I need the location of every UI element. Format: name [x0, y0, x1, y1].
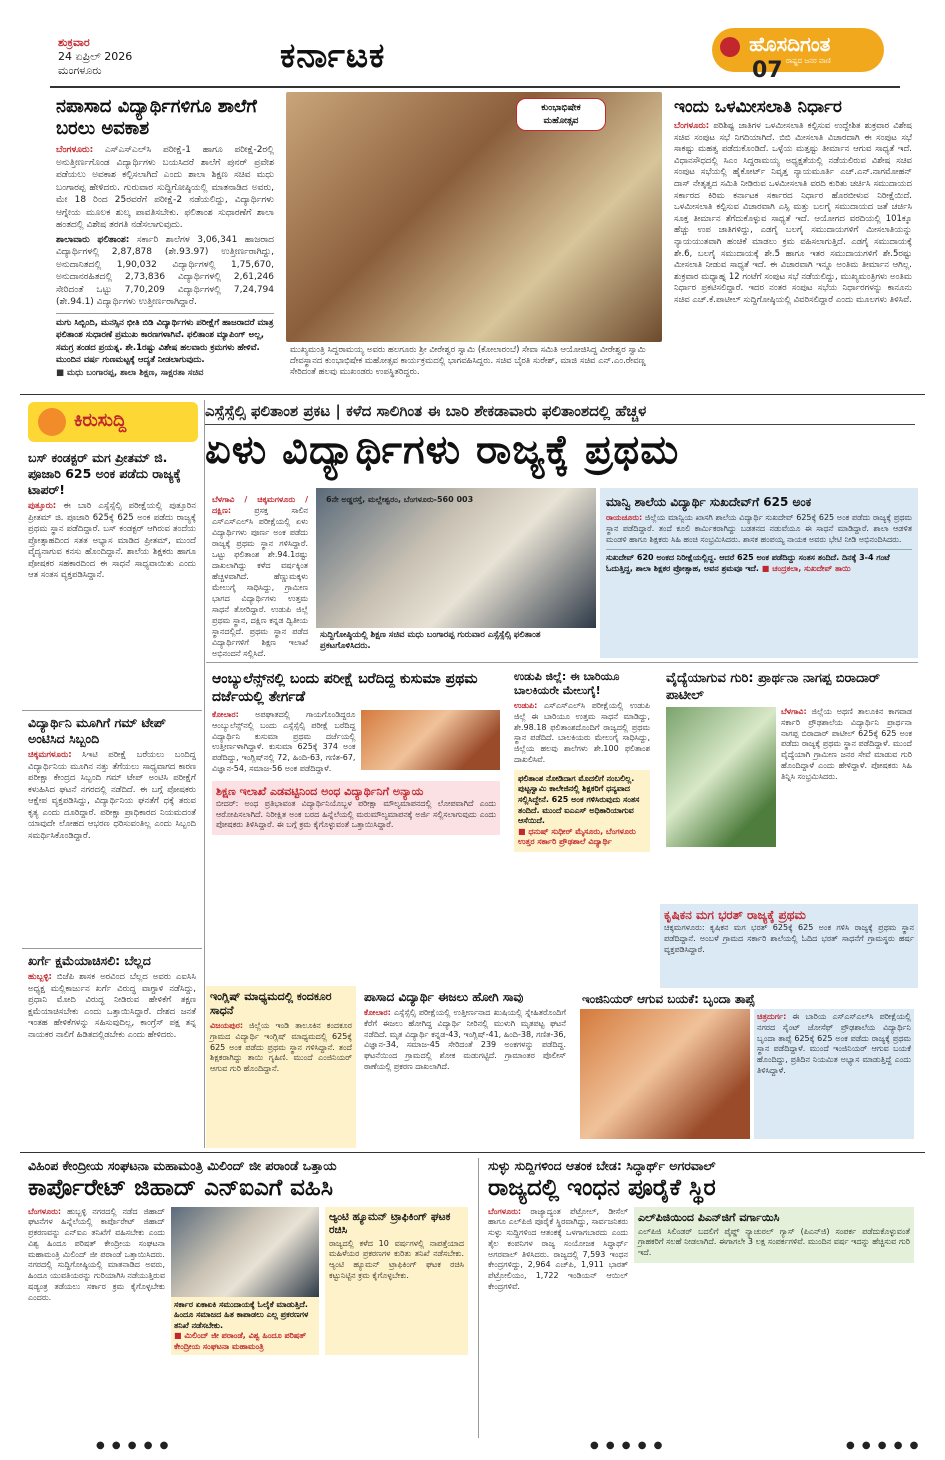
- story-body: [674, 121, 912, 307]
- story-headline: ರಾಜ್ಯದಲ್ಲಿ ಇಂಧನ ಪೂರೈಕೆ ಸ್ಥಿರ: [488, 1174, 716, 1201]
- story-content: [488, 1207, 914, 1293]
- marigold-logo-icon: [720, 37, 740, 57]
- press-photo-col: [171, 1207, 319, 1356]
- story-body-text: ಈ ಬಾರಿ ಎಸ್ಸೆಸ್ಸೆಲ್ಸಿ ಪರೀಕ್ಷೆಯಲ್ಲಿ ಪುತ್ತೂರಿನ ಪ್ರೀತಮ್ ಜಿ. ಪೂಜಾರಿ 625ಕ್ಕೆ 625 ಅಂಕ ಪಡೆದು ರಾಜ್ಯಕ್ಕೆ ಪ್ರಥಮ ಸ್ಥಾನ ಪಡೆದಿದ್ದಾರೆ. ಬಸ್ ಕಂಡಕ್ಟರ್ ಆಗಿರುವ ತಂದೆಯ ಪ್ರೋತ್ಸಾಹದಿಂದ ಸತತ ಅಭ್ಯಾಸ ಮಾಡಿದ ಪ್ರೀತಮ್, ಮುಂದೆ ವೈದ್ಯನಾಗುವ ಕನಸು ಹೊಂದಿದ್ದಾನೆ. ಶಾಲೆಯ ಶಿಕ್ಷಕರು ಹಾಗೂ ಪೋಷಕರ ಸಹಕಾರದಿಂದ ಈ ಸಾಧನೆ ಸಾಧ್ಯವಾಯಿತು ಎಂದು ಆತ ಸಂತಸ ವ್ಯಕ್ತಪಡಿಸಿದ್ದಾನೆ.: [28, 501, 197, 580]
- story-bharat: [660, 904, 918, 988]
- quote-author: ■ ಧನುಷ್ ಸುಧೀರ್ ಮೈಸೂರು, ಬೆಂಗಳೂರು ಉತ್ತರ ಸರ್ಕಾರಿ ಪ್ರೌಢಶಾಲೆ ವಿದ್ಯಾರ್ಥಿ: [518, 826, 636, 847]
- vhp-press-photo: [171, 1207, 319, 1297]
- story-headline: ಇಂಜಿನಿಯರ್ ಆಗುವ ಬಯಕೆ: ಬೃಂದಾ ತಾಪ್ಸೆ: [582, 992, 755, 1006]
- quote-author: ■ ಮಧು ಬಂಗಾರಪ್ಪ, ಶಾಲಾ ಶಿಕ್ಷಣ, ಸಾಕ್ಷರತಾ ಸಚಿವ: [56, 367, 204, 378]
- quote-author-text: ಚಂದ್ರಕಲಾ, ಸುಖದೇವ್ ತಾಯಿ: [772, 564, 851, 574]
- story-byline: ಬೆಳಗಾವಿ:: [781, 707, 807, 716]
- story-sslc-lead: [206, 490, 314, 658]
- story-body: [210, 1021, 352, 1075]
- story-headline: ವೈದ್ಯೆಯಾಗುವ ಗುರಿ: ಪ್ರಾರ್ಥನಾ ನಾಗಪ್ಪ ಬಿರಾದಾರ್ ಪಾಟೀಲ್: [666, 671, 881, 703]
- brand-tagline: ರಾಷ್ಟ್ರದ ಜನರ ವಾಣಿ: [786, 56, 831, 65]
- story-body-text: ಅಪಘಾತದಲ್ಲಿ ಗಾಯಗೊಂಡಿದ್ದರೂ ಆಂಬ್ಯುಲೆನ್ಸ್‌ನಲ್ಲಿ ಬಂದು ಎಸ್ಸೆಸ್ಸೆಲ್ಸಿ ಪರೀಕ್ಷೆ ಬರೆದಿದ್ದ ವಿದ್ಯಾರ್ಥಿನಿ ಕುಸುಮಾ ಪ್ರಥಮ ದರ್ಜೆಯಲ್ಲಿ ಉತ್ತೀರ್ಣಳಾಗಿದ್ದಾಳೆ. ಕುಸುಮಾ 625ಕ್ಕೆ 374 ಅಂಕ ಪಡೆದಿದ್ದು, ಇಂಗ್ಲಿಷ್‌ನಲ್ಲಿ 72, ಹಿಂದಿ-63, ಗಣಿತ-67, ವಿಜ್ಞಾನ-54, ಸಮಾಜ-56 ಅಂಕ ಪಡೆದಿದ್ದಾಳೆ.: [212, 710, 356, 773]
- story-body: [488, 1207, 628, 1293]
- story-body: [364, 1008, 566, 1073]
- kirusuddi-label: [28, 402, 198, 442]
- story-body: [754, 1009, 914, 1139]
- quote-text: ಫಲಿತಾಂಶ ನೋಡಿದಾಗ ಮೊದಲಿಗೆ ನಂಬಲಿಲ್ಲ. ಪುಟ್ಟಸ್ವಾಮಿ ಕಾಲೇಜಿನಲ್ಲಿ ಶಿಕ್ಷಕರಿಗೆ ಧನ್ಯವಾದ ಸಲ್ಲಿಸಿದ್ದೇನೆ. 625 ಅಂಕ ಗಳಿಸಿರುವುದು ಸಂತಸ ತಂದಿದೆ. ಮುಂದೆ ಐಎಎಸ್ ಅಧಿಕಾರಿಯಾಗುವ ಆಸೆಯಿದೆ.: [518, 773, 640, 826]
- story-byline: ಬೆಂಗಳೂರು:: [28, 1206, 62, 1216]
- story-body-text: ಹುಬ್ಬಳ್ಳಿ ನಗರದಲ್ಲಿ ನಡೆದ ಜಿಹಾದ್ ಘಟನೆಗಳ ಹಿನ್ನೆಲೆಯಲ್ಲಿ ಕಾರ್ಪೊರೇಟ್ ಜಿಹಾದ್ ಪ್ರಕರಣವನ್ನು ಎನ್‌ಐಎ ತನಿಖೆಗೆ ವಹಿಸಬೇಕು ಎಂದು ವಿಶ್ವ ಹಿಂದೂ ಪರಿಷತ್ ಕೇಂದ್ರೀಯ ಸಂಘಟನಾ ಮಹಾಮಂತ್ರಿ ಮಿಲಿಂದ್ ಜೀ ಪರಾಂಡೆ ಒತ್ತಾಯಿಸಿದರು. ನಗರದಲ್ಲಿ ಸುದ್ದಿಗೋಷ್ಠಿಯಲ್ಲಿ ಮಾತನಾಡಿದ ಅವರು, ಹಿಂದೂ ಯುವತಿಯರನ್ನು ಗುರಿಯಾಗಿಸಿ ನಡೆಯುತ್ತಿರುವ ಷಡ್ಯಂತ್ರ ತಡೆಯಲು ಸರ್ಕಾರ ಕ್ರಮ ಕೈಗೊಳ್ಳಬೇಕು ಎಂದರು.: [28, 1206, 165, 1302]
- story-byline: ವಿಜಯಪುರ:: [210, 1021, 244, 1030]
- sub-headline: ಶಿಕ್ಷಣ ಇಲಾಖೆ ಎಡವಟ್ಟಿನಿಂದ ಅಂಧ ವಿದ್ಯಾರ್ಥಿನಿಗೆ ಅನ್ಯಾಯ: [216, 784, 424, 798]
- brinda-photo: [580, 1009, 750, 1139]
- story-byline: ಪುತ್ತೂರು:: [28, 501, 57, 511]
- story-body-text: ಸಿಇಟಿ ಪರೀಕ್ಷೆ ಬರೆಯಲು ಬಂದಿದ್ದ ವಿದ್ಯಾರ್ಥಿನಿಯ ಮೂಗಿನ ನತ್ತು ತೆಗೆಯಲು ಸಾಧ್ಯವಾಗದ ಕಾರಣ ಪರೀಕ್ಷಾ ಕೇಂದ್ರದ ಸಿಬ್ಬಂದಿ ಗಮ್ ಟೇಪ್ ಅಂಟಿಸಿ ಪರೀಕ್ಷೆಗೆ ಕಳುಹಿಸಿದ ಘಟನೆ ನಗರದಲ್ಲಿ ನಡೆದಿದೆ. ಈ ಬಗ್ಗೆ ಪೋಷಕರು ಆಕ್ಷೇಪ ವ್ಯಕ್ತಪಡಿಸಿದ್ದು, ವಿದ್ಯಾರ್ಥಿನಿಯ ಘನತೆಗೆ ಧಕ್ಕೆ ತರುವ ಕೃತ್ಯ ಎಂದು ದೂರಿದ್ದಾರೆ. ಪರೀಕ್ಷಾ ಪ್ರಾಧಿಕಾರದ ನಿಯಮದಂತೆ ಯಾವುದೇ ಲೋಹದ ಆಭರಣ ಧರಿಸುವಂತಿಲ್ಲ ಎಂದು ಸಿಬ್ಬಂದಿ ಸಮರ್ಥಿಸಿಕೊಂಡಿದ್ದಾರೆ.: [28, 750, 196, 841]
- quote-text: ಮಗು ಸಿಬ್ಬಿಂದಿ, ಮನಸ್ಸಿನ ಭೀತಿ ಬಿಡಿ ವಿದ್ಯಾರ್ಥಿಗಳು ಪರೀಕ್ಷೆಗೆ ಹಾಜರಾದರೆ ಮಾತ್ರ ಫಲಿತಾಂಶ ಸುಧಾರಣೆ ಪ್ರಮುಖ ಕಾರಣಗಳಾಗಿವೆ. ಫಲಿತಾಂಶ ಮ್ಯಾಪಿಂಗ್ ಅಲ್ಲ, ಸಮಗ್ರ ತಂಡದ ಪ್ರಯತ್ನ. ಶೇ.1ರಷ್ಟು ವಿಶೇಷ ಹಲವಾರು ಕ್ರಮಗಳು ಹೇಳಿವೆ. ಮುಂದಿನ ವರ್ಷ ಗುಣಮಟ್ಟಕ್ಕೆ ಆದ್ಯತೆ ನೀಡಲಾಗುವುದು.: [56, 317, 274, 365]
- sslc-press-photo: [316, 488, 596, 628]
- story-headline: ಬಸ್ ಕಂಡಕ್ಟರ್ ಮಗ ಪ್ರೀತಮ್ ಜಿ. ಪೂಜಾರಿ 625 ಅಂಕ ಪಡೆದು ರಾಜ್ಯಕ್ಕೆ ಟಾಪರ್!: [28, 450, 181, 497]
- story-byline: ಉಡುಪಿ:: [514, 701, 538, 710]
- section-divider: [20, 394, 925, 395]
- photo-tag: ಕುಂಭಾಭಿಷೇಕ ಮಹೋತ್ಸವ: [516, 98, 606, 131]
- story-content: [576, 1009, 918, 1139]
- story-body-text: ಪರಿಶಿಷ್ಟ ಜಾತಿಗಳ ಒಳಮೀಸಲಾತಿ ಕಲ್ಪಿಸುವ ಉದ್ದೇಶಿತ ಶುಕ್ರವಾರ ವಿಶೇಷ ಸಚಿವ ಸಂಪುಟ ಸಭೆ ನಿಗದಿಯಾಗಿದೆ. ಬಿಬಿ ಮೀಸಲಾತಿ ವಿಚಾರದಾಗಿ ಈ ಸಂಪುಟ ಸಭೆ ಸಾಕಷ್ಟು ಮಹತ್ವ ಪಡೆದುಕೊಂಡಿದೆ. ಒಳ್ಳೆಯ ಮತ್ತಷ್ಟು ತೀರ್ಮಾನ ಆಗುವ ಸಾಧ್ಯತೆ ಇದೆ. ವಿಧಾನಸೌಧದಲ್ಲಿ ಸಿಎಂ ಸಿದ್ದರಾಮಯ್ಯ ಅಧ್ಯಕ್ಷತೆಯಲ್ಲಿ ನಡೆಯಲಿರುವ ವಿಶೇಷ ಸಚಿವ ಸಂಪುಟ ಸಭೆಯಲ್ಲಿ ಹೈಕೋರ್ಟ್ ನಿವೃತ್ತ ನ್ಯಾಯಮೂರ್ತಿ ಎಚ್.ಎನ್.ನಾಗಮೋಹನ್ ದಾಸ್ ನೇತೃತ್ವದ ಸಮಿತಿ ನೀಡಿರುವ ಒಳಮೀಸಲಾತಿ ವರದಿ ಕುರಿತು ಚರ್ಚಿಸಿ ಸಮುದಾಯದ ಸರ್ಕಾರದ ಕಿರಿಮ ಕರ್ನಾಟಕ ಸರ್ಕಾರದ ನಿರ್ಧಾರ ಹೊರಬೀಳುವ ನಿರೀಕ್ಷೆಯಿದೆ. ಒಳಮೀಸಲಾತಿ ಕಲ್ಪಿಸುವ ವಿಚಾರವಾಗಿ ಎಸ್ಸಿ ಮತ್ತು ಬಲಗೈ ಸಮುದಾಯದ ಜತೆ ಚರ್ಚಿಸಿ ಸೂಕ್ತ ತೀರ್ಮಾನ ತೆಗೆದುಕೊಳ್ಳುವ ಸಾಧ್ಯತೆ ಇದೆ. ಆಯೋಗದ ವರದಿಯಲ್ಲಿ 101ಕ್ಕೂ ಹೆಚ್ಚು ಉಪ ಜಾತಿಗಳಿದ್ದು, ಎಡಗೈ ಬಲಗೈ ಸಮುದಾಯಗಳಿಗೆ ಮೀಸಲಾತಿಯನ್ನು ನ್ಯಾಯಯುತವಾಗಿ ಹಂಚಿಕೆ ಮಾಡಲು ಕ್ರಮ ವಹಿಸಲಾಗುತ್ತಿದೆ. ಎಡಗೈ ಸಮುದಾಯಕ್ಕೆ ಶೇ.6, ಬಲಗೈ ಸಮುದಾಯಕ್ಕೆ ಶೇ.5 ಹಾಗೂ ಇತರ ಸಮುದಾಯಗಳಿಗೆ ಶೇ.5ರಷ್ಟು ಮೀಸಲಾತಿ ನೀಡುವ ಸಾಧ್ಯತೆ ಇದೆ. ಈ ವಿಚಾರವಾಗಿ ಇನ್ನೂ ಅಂತಿಮ ತೀರ್ಮಾನ ಆಗಿಲ್ಲ. ಶುಕ್ರವಾರ ಮಧ್ಯಾಹ್ನ 12 ಗಂಟೆಗೆ ಸಂಪುಟ ಸಭೆ ನಡೆಯಲಿದ್ದು, ಮುಖ್ಯಮಂತ್ರಿಗಳು ಅಂತಿಮ ನಿರ್ಧಾರ ಪ್ರಕಟಿಸಲಿದ್ದಾರೆ. ಇದರ ನಂತರ ಸಂಪುಟ ಸಭೆಯ ನಿರ್ಧಾರಗಳನ್ನು ಕಾನೂನು ಸಚಿವ ಎಚ್.ಕೆ.ಪಾಟೀಲ್ ಸುದ್ದಿಗೋಷ್ಠಿಯಲ್ಲಿ ವಿವರಿಸಲಿದ್ದಾರೆ ಎಂದು ಮೂಲಗಳು ತಿಳಿಸಿವೆ.: [674, 121, 913, 305]
- story-body-text: ಎಸ್‌ಎಸ್‌ಎಲ್‌ಸಿ ಪರೀಕ್ಷೆ-1 ಹಾಗೂ ಪರೀಕ್ಷೆ-2ರಲ್ಲಿ ಅನುತ್ತೀರ್ಣಗೊಂಡ ವಿದ್ಯಾರ್ಥಿಗಳು ಬಯಸಿದರೆ ಶಾಲೆಗೆ ಪುನರ್ ಪ್ರವೇಶ ಪಡೆಯಲು ಅವಕಾಶ ಕಲ್ಪಿಸಲಾಗಿದೆ ಎಂದು ಶಾಲಾ ಶಿಕ್ಷಣ ಸಚಿವ ಮಧು ಬಂಗಾರಪ್ಪ ಹೇಳಿದರು. ಗುರುವಾರ ಸುದ್ದಿಗೋಷ್ಠಿಯಲ್ಲಿ ಮಾತನಾಡಿದ ಅವರು, ಮೇ 18 ರಿಂದ 25ರವರೆಗೆ ಪರೀಕ್ಷೆ-2 ನಡೆಯಲಿದ್ದು, ವಿದ್ಯಾರ್ಥಿಗಳು ಆಗ್ನೇಯ ಮೂಲಕ ಶುಲ್ಕ ಪಾವತಿಸಬೇಕು. ಫಲಿತಾಂಶ ಸುಧಾರಣೆಗೆ ಶಾಲಾ ಹಂತದಲ್ಲಿ ವಿಶೇಷ ತರಗತಿ ನಡೆಸಲಾಗುವುದು.: [56, 145, 274, 230]
- brand-logo: [712, 28, 884, 72]
- story-byline: ಬೆಂಗಳೂರು:: [674, 121, 710, 131]
- section-divider: [206, 662, 918, 663]
- story-headline: ವಿದ್ಯಾರ್ಥಿನಿ ಮೂಗಿಗೆ ಗಮ್ ಟೇಪ್ ಅಂಟಿಸಿದ ಸಿಬ್ಬಂದಿ: [28, 715, 166, 746]
- story-content: [28, 1207, 468, 1356]
- photo-sign: 6ನೇ ಅಡ್ಡರಸ್ತೆ, ಮಲ್ಲೇಶ್ವರಂ, ಬೆಂಗಳೂರು-560 003: [326, 495, 474, 504]
- masthead-rule: [50, 86, 900, 88]
- story-body-text: ಜಿಲ್ಲೆಯ ಅಥಣಿ ತಾಲೂಕಿನ ಕಾಗವಾಡ ಸರ್ಕಾರಿ ಪ್ರೌಢಶಾಲೆಯ ವಿದ್ಯಾರ್ಥಿನಿ ಪ್ರಾರ್ಥನಾ ನಾಗಪ್ಪ ಬಿರಾದಾರ್ ಪಾಟೀಲ್ 625ಕ್ಕೆ 625 ಅಂಕ ಪಡೆದು ರಾಜ್ಯಕ್ಕೆ ಪ್ರಥಮ ಸ್ಥಾನ ಪಡೆದಿದ್ದಾಳೆ. ಮುಂದೆ ವೈದ್ಯೆಯಾಗಿ ಗ್ರಾಮೀಣ ಜನರ ಸೇವೆ ಮಾಡುವ ಗುರಿ ಹೊಂದಿದ್ದಾಳೆ ಎಂದು ಹೇಳಿದ್ದಾಳೆ. ಪೋಷಕರು ಸಿಹಿ ತಿನ್ನಿಸಿ ಸಂಭ್ರಮಿಸಿದರು.: [781, 707, 912, 781]
- minister-quote: [56, 313, 274, 380]
- story-internal-reservation: [668, 92, 918, 392]
- story-body: [28, 1207, 165, 1356]
- story-brinda: [576, 990, 918, 1148]
- story-kandakoor: [206, 986, 356, 1148]
- story-headline: ಖರ್ಗೆ ಕ್ಷಮೆಯಾಚಿಸಲಿ: ಬೆಲ್ಲದ: [28, 953, 151, 968]
- date-day: ಶುಕ್ರವಾರ: [58, 36, 90, 49]
- story-prarthana: [660, 666, 918, 902]
- date-text: 24 ಏಪ್ರಿಲ್ 2026: [58, 50, 133, 63]
- story-kharge-apology: [22, 948, 202, 1148]
- story-headline: ಉಡುಪಿ ಜಿಲ್ಲೆ: ಈ ಬಾರಿಯೂ ಬಾಲಕಿಯರೇ ಮೇಲುಗೈ!: [514, 670, 620, 697]
- story-body: [212, 494, 308, 659]
- png-box: [634, 1207, 914, 1263]
- story-body-text: ಈ ಬಾರಿಯ ಎಸ್‌ಎಸ್‌ಎಲ್‌ಸಿ ಪರೀಕ್ಷೆಯಲ್ಲಿ ನಗರದ ಸೈಂಟ್ ಜೋಸೆಫ್ ಪ್ರೌಢಶಾಲೆಯ ವಿದ್ಯಾರ್ಥಿನಿ ಬೃಂದಾ ತಾಪ್ಸೆ 625ಕ್ಕೆ 625 ಅಂಕ ಪಡೆದು ರಾಜ್ಯಕ್ಕೆ ಪ್ರಥಮ ಸ್ಥಾನ ಪಡೆದಿದ್ದಾಳೆ. ಮುಂದೆ ಇಂಜಿನಿಯರ್ ಆಗುವ ಬಯಕೆ ಹೊಂದಿದ್ದು, ಪ್ರತಿದಿನ ನಿಯಮಿತ ಅಭ್ಯಾಸ ಮಾಡುತ್ತಿದ್ದೆ ಎಂದು ತಿಳಿಸಿದ್ದಾಳೆ.: [757, 1012, 912, 1075]
- blind-student-box: [212, 781, 500, 835]
- registration-dots: ● ● ● ● ●: [96, 1440, 171, 1451]
- story-byline: ಚಿತ್ರದುರ್ಗ:: [757, 1012, 787, 1021]
- quote-author-text: ಮಿಲಿಂದ್ ಜೀ ಪರಾಂಡೆ, ವಿಶ್ವ ಹಿಂದೂ ಪರಿಷತ್ ಕೇಂದ್ರೀಯ ಸಂಘಟನಾ ಮಹಾಮಂತ್ರಿ: [173, 1331, 307, 1351]
- story-byline: ಬೆಳಗಾವಿ / ಚಿಕ್ಕಮಗಳೂರು / ದಕ್ಷಿಣ:: [212, 495, 308, 515]
- story-headline: ಇಂಗ್ಲಿಷ್ ಮಾಧ್ಯಮದಲ್ಲಿ ಕಂದಕೂರ ಸಾಧನೆ: [210, 990, 332, 1017]
- story-body: [212, 710, 355, 775]
- story-body: [606, 513, 912, 545]
- story-sukhdev: [600, 488, 918, 658]
- story-body: ಚಿಕ್ಕಮಗಳೂರು: ಕೃಷಿಕನ ಮಗ ಭರತ್ 625ಕ್ಕೆ 625 ಅಂಕ ಗಳಿಸಿ ರಾಜ್ಯಕ್ಕೆ ಪ್ರಥಮ ಸ್ಥಾನ ಪಡೆದಿದ್ದಾನೆ. ಅಂಬಳೆ ಗ್ರಾಮದ ಸರ್ಕಾರಿ ಶಾಲೆಯಲ್ಲಿ ಓದಿದ ಭರತ್ ಸಾಧನೆಗೆ ಗ್ರಾಮಸ್ಥರು ಹರ್ಷ ವ್ಯಕ್ತಪಡಿಸಿದ್ದಾರೆ.: [664, 923, 914, 954]
- story-byline: ಕೋಲಾರ:: [212, 710, 239, 719]
- sslc-press-photo-block: [316, 488, 596, 658]
- banner-headline: ಏಳು ವಿದ್ಯಾರ್ಥಿಗಳು ರಾಜ್ಯಕ್ಕೆ ಪ್ರಥಮ: [205, 427, 680, 473]
- story-headline: ಕಾರ್ಪೊರೇಟ್ ಜಿಹಾದ್ ಎನ್‌ಐಎಗೆ ವಹಿಸಿ: [28, 1174, 333, 1201]
- registration-dots: ● ● ● ● ●: [590, 1440, 665, 1451]
- box-headline: ಆ್ಯಂಟಿ ಹ್ಯೂಮನ್ ಟ್ರಾಫಿಕಿಂಗ್ ಘಟಕ ರಚಿಸಿ: [328, 1210, 451, 1236]
- story-headline: ಕೃಷಿಕನ ಮಗ ಭರತ್ ರಾಜ್ಯಕ್ಕೆ ಪ್ರಥಮ: [664, 908, 806, 922]
- story-body-text: ಬಿಜೆಪಿ ಶಾಸಕ ಅರವಿಂದ ಬೆಲ್ಲದ ಅವರು ಎಐಸಿಸಿ ಅಧ್ಯಕ್ಷ ಮಲ್ಲಿಕಾರ್ಜುನ ಖರ್ಗೆ ವಿರುದ್ಧ ವಾಗ್ದಾಳಿ ನಡೆಸಿದ್ದು, ಪ್ರಧಾನಿ ಮೋದಿ ವಿರುದ್ಧ ನೀಡಿರುವ ಹೇಳಿಕೆಗೆ ತಕ್ಷಣ ಕ್ಷಮೆಯಾಚಿಸಬೇಕು ಎಂದು ಒತ್ತಾಯಿಸಿದ್ದಾರೆ. ದೇಶದ ಜನತೆ ಇಂತಹ ಹೇಳಿಕೆಗಳನ್ನು ಸಹಿಸುವುದಿಲ್ಲ, ಕಾಂಗ್ರೆಸ್ ಪಕ್ಷ ತನ್ನ ನಾಯಕರ ನಾಲಿಗೆ ಹಿಡಿತದಲ್ಲಿಡಬೇಕು ಎಂದು ಹೇಳಿದರು.: [28, 972, 197, 1040]
- story-body-text: ಎಸ್ಸೆಸ್ಸೆಲ್ಸಿ ಪರೀಕ್ಷೆಯಲ್ಲಿ ಉತ್ತೀರ್ಣನಾದ ಖುಷಿಯಲ್ಲಿ ಸ್ನೇಹಿತರೊಂದಿಗೆ ಕೆರೆಗೆ ಈಜಲು ಹೋಗಿದ್ದ ವಿದ್ಯಾರ್ಥಿ ನೀರಿನಲ್ಲಿ ಮುಳುಗಿ ಮೃತಪಟ್ಟ ಘಟನೆ ನಡೆದಿದೆ. ಮೃತ ವಿದ್ಯಾರ್ಥಿ ಕನ್ನಡ-43, ಇಂಗ್ಲಿಷ್-41, ಹಿಂದಿ-38, ಗಣಿತ-36, ವಿಜ್ಞಾನ-34, ಸಮಾಜ-45 ಸೇರಿದಂತೆ 239 ಅಂಕಗಳನ್ನು ಪಡೆದಿದ್ದ. ಘಟನೆಯಿಂದ ಗ್ರಾಮದಲ್ಲಿ ಶೋಕ ಮಡುಗಟ್ಟಿದೆ. ಗ್ರಾಮಾಂತರ ಪೊಲೀಸ್ ಠಾಣೆಯಲ್ಲಿ ಪ್ರಕರಣ ದಾಖಲಾಗಿದೆ.: [364, 1008, 566, 1071]
- story-headline: ಮಾನ್ವಿ ಶಾಲೆಯ ವಿದ್ಯಾರ್ಥಿ ಸುಖದೇವ್‌ಗೆ 625 ಅಂಕ: [606, 495, 812, 509]
- story-headline: ಪಾಸಾದ ವಿದ್ಯಾರ್ಥಿ ಈಜಲು ಹೋಗಿ ಸಾವು: [364, 990, 524, 1004]
- story-body: [514, 701, 650, 766]
- edition-city: ಮಂಗಳೂರು: [58, 64, 102, 77]
- story-body: [781, 707, 912, 847]
- story-kicker: ಸುಳ್ಳು ಸುದ್ದಿಗಳಿಂದ ಆತಂಕ ಬೇಡ: ಸಿದ್ಧಾರ್ಥ್ ಅಗರವಾಲ್: [488, 1158, 716, 1173]
- story-byline: ಕೋಲಾರ:: [364, 1008, 391, 1017]
- story-byline: ಚಿಕ್ಕಮಗಳೂರು:: [28, 750, 72, 760]
- prarthana-photo: [666, 707, 776, 847]
- story-body: [28, 750, 196, 842]
- story-byline: ಹುಬ್ಬಳ್ಳಿ:: [28, 972, 52, 982]
- story-corporate-jihad: [22, 1156, 474, 1438]
- story-fail-students: [50, 92, 280, 392]
- quote-author-text: ಮಧು ಬಂಗಾರಪ್ಪ, ಶಾಲಾ ಶಿಕ್ಷಣ, ಸಾಕ್ಷರತಾ ಸಚಿವ: [67, 367, 204, 378]
- quote-author: ■ ಚಂದ್ರಕಲಾ, ಸುಖದೇವ್ ತಾಯಿ: [761, 564, 851, 574]
- quote-author-text: ಧನುಷ್ ಸುಧೀರ್ ಮೈಸೂರು, ಬೆಂಗಳೂರು ಉತ್ತರ ಸರ್ಕಾರಿ ಪ್ರೌಢಶಾಲೆ ವಿದ್ಯಾರ್ಥಿ: [518, 826, 636, 847]
- section-title: ಕರ್ನಾಟಕ: [280, 36, 386, 76]
- stats-text: ಸರ್ಕಾರಿ ಶಾಲೆಗಳ 3,06,341 ಹಾಜರಾದ ವಿದ್ಯಾರ್ಥಿಗಳಲ್ಲಿ 2,87,878 (ಶೇ.93.97) ಉತ್ತೀರ್ಣರಾಗಿದ್ದು, ಅನುದಾನಿತದಲ್ಲಿ 1,90,032 ವಿದ್ಯಾರ್ಥಿಗಳಲ್ಲಿ 1,75,670, ಅನುದಾನರಹಿತದಲ್ಲಿ 2,73,836 ವಿದ್ಯಾರ್ಥಿಗಳಲ್ಲಿ 2,61,246 ಸೇರಿದಂತೆ ಒಟ್ಟು 7,70,209 ವಿದ್ಯಾರ್ಥಿಗಳಲ್ಲಿ 7,24,794 (ಶೇ.94.1) ವಿದ್ಯಾರ್ಥಿಗಳು ಉತ್ತೀರ್ಣರಾಗಿದ್ದಾರೆ.: [56, 234, 274, 307]
- story-stats: [56, 234, 274, 309]
- story-body-text: ಜಿಲ್ಲೆಯ ಮಾನ್ವಿಯ ಖಾಸಗಿ ಶಾಲೆಯ ವಿದ್ಯಾರ್ಥಿ ಸುಖದೇವ್ 625ಕ್ಕೆ 625 ಅಂಕ ಪಡೆದು ರಾಜ್ಯಕ್ಕೆ ಪ್ರಥಮ ಸ್ಥಾನ ಪಡೆದಿದ್ದಾರೆ. ತಂದೆ ಕೂಲಿ ಕಾರ್ಮಿಕರಾಗಿದ್ದು ಬಡತನದ ನಡುವೆಯೂ ಈ ಸಾಧನೆ ಮಾಡಿದ್ದಾರೆ. ಶಾಲಾ ಆಡಳಿತ ಮಂಡಳಿ ಹಾಗೂ ಶಿಕ್ಷಕರು ಸಿಹಿ ಹಂಚಿ ಸಂಭ್ರಮಿಸಿದರು. ಶಾಸಕ ಹಂಪಯ್ಯ ನಾಯಕ ಅವರು ಭೇಟಿ ನೀಡಿ ಅಭಿನಂದಿಸಿದರು.: [606, 513, 912, 544]
- dhanush-quote: [514, 770, 650, 852]
- masthead: [0, 0, 945, 88]
- quote-text: ಸರ್ಕಾರ ಏಕಾಏಕಿ ಸಮುದಾಯಕ್ಕೆ ಓಲೈಕೆ ಮಾಡುತ್ತಿದೆ. ಹಿಂದೂ ಸಮಾಜದ ಹಿತ ಕಾಪಾಡಲು ಎಲ್ಲ ಪ್ರಕರಣಗಳ ತನಿಖೆ ನಡೆಸಬೇಕು.: [173, 1299, 309, 1330]
- story-content: [212, 710, 500, 775]
- story-body-text: ಪ್ರಸಕ್ತ ಸಾಲಿನ ಎಸ್‌ಎಸ್‌ಎಲ್‌ಸಿ ಪರೀಕ್ಷೆಯಲ್ಲಿ ಏಳು ವಿದ್ಯಾರ್ಥಿಗಳು ಪೂರ್ಣ ಅಂಕ ಪಡೆದು ರಾಜ್ಯಕ್ಕೆ ಪ್ರಥಮ ಸ್ಥಾನ ಗಳಿಸಿದ್ದಾರೆ. ಒಟ್ಟು ಫಲಿತಾಂಶ ಶೇ.94.1ರಷ್ಟು ದಾಖಲಾಗಿದ್ದು ಕಳೆದ ವರ್ಷಕ್ಕಿಂತ ಹೆಚ್ಚಳವಾಗಿದೆ. ಹೆಣ್ಣುಮಕ್ಕಳು ಮೇಲುಗೈ ಸಾಧಿಸಿದ್ದು, ಗ್ರಾಮೀಣ ಭಾಗದ ವಿದ್ಯಾರ್ಥಿಗಳು ಉತ್ತಮ ಸಾಧನೆ ತೋರಿದ್ದಾರೆ. ಉಡುಪಿ ಜಿಲ್ಲೆ ಪ್ರಥಮ ಸ್ಥಾನ, ದಕ್ಷಿಣ ಕನ್ನಡ ದ್ವಿತೀಯ ಸ್ಥಾನದಲ್ಲಿದೆ. ಪ್ರಥಮ ಸ್ಥಾನ ಪಡೆದ ವಿದ್ಯಾರ್ಥಿಗಳಿಗೆ ಶಿಕ್ಷಣ ಇಲಾಖೆ ಅಭಿನಂದನೆ ಸಲ್ಲಿಸಿದೆ.: [212, 506, 308, 658]
- brand-name: ಹೊಸದಿಗಂತ: [749, 32, 831, 56]
- story-body: [56, 144, 274, 232]
- story-kicker: ವಿಹಿಂಪ ಕೇಂದ್ರೀಯ ಸಂಘಟನಾ ಮಹಾಮಂತ್ರಿ ಮಿಲಿಂದ್ ಜೀ ಪರಾಂಡೆ ಒತ್ತಾಯ: [28, 1158, 337, 1173]
- mother-quote: [606, 549, 912, 575]
- story-byline: ಬೆಂಗಳೂರು:: [56, 145, 94, 155]
- kumbhabhisheka-photo: [286, 92, 662, 342]
- story-headline: ಇಂದು ಒಳಮೀಸಲಾತಿ ನಿರ್ಧಾರ: [674, 97, 842, 117]
- story-pritam-topper: [22, 446, 202, 708]
- photo-caption: ಮುಖ್ಯಮಂತ್ರಿ ಸಿದ್ದರಾಮಯ್ಯ ಅವರು ಹಲಗೂರು ಶ್ರೀ ವೀರೇಶ್ವರ ಸ್ವಾಮಿ (ಕೋಲಾರಂಬೆ) ಸೇವಾ ಸಮಿತಿ ಆಯೋಜಿಸಿದ್ದ ವೀರೇಶ್ವರ ಸ್ವಾಮಿ ದೇವಸ್ಥಾನದ ಕುಂಭಾಭಿಷೇಕ ಮಹೋತ್ಸವ ಕಾರ್ಯಕ್ರಮದಲ್ಲಿ ಭಾಗವಹಿಸಿದ್ದರು. ಸಚಿವ ಬೈರತಿ ಸುರೇಶ್, ಮಾಜಿ ಸಚಿವ ಎನ್.ಎಂ.ರೇವಣ್ಣ ಸೇರಿದಂತೆ ಹಲವು ಮುಖಂಡರು ಉಪಸ್ಥಿತರಿದ್ದರು.: [290, 345, 646, 377]
- kusuma-photo: [361, 710, 500, 770]
- story-headline: ನಪಾಸಾದ ವಿದ್ಯಾರ್ಥಿಗಳಿಗೂ ಶಾಲೆಗೆ ಬರಲು ಅವಕಾಶ: [56, 96, 257, 139]
- page-number: 07: [752, 58, 783, 83]
- story-byline: ರಾಯಚೂರು:: [606, 513, 643, 522]
- stats-label: ಶಾಲಾವಾರು ಫಲಿತಾಂಶ:: [56, 234, 130, 245]
- quote-author: ■ ಮಿಲಿಂದ್ ಜೀ ಪರಾಂಡೆ, ವಿಶ್ವ ಹಿಂದೂ ಪರಿಷತ್ ಕೇಂದ್ರೀಯ ಸಂಘಟನಾ ಮಹಾಮಂತ್ರಿ: [173, 1331, 307, 1351]
- registration-dots: ● ● ● ● ●: [846, 1440, 921, 1451]
- story-body-text: ಜಿಲ್ಲೆಯ ಇಂಡಿ ತಾಲೂಕಿನ ಕಂದಕೂರ ಗ್ರಾಮದ ವಿದ್ಯಾರ್ಥಿ ಇಂಗ್ಲಿಷ್ ಮಾಧ್ಯಮದಲ್ಲಿ 625ಕ್ಕೆ 625 ಅಂಕ ಪಡೆದು ಪ್ರಥಮ ಸ್ಥಾನ ಗಳಿಸಿದ್ದಾನೆ. ತಂದೆ ಶಿಕ್ಷಕರಾಗಿದ್ದು ತಾಯಿ ಗೃಹಿಣಿ. ಮುಂದೆ ಎಂಜಿನಿಯರ್ ಆಗುವ ಗುರಿ ಹೊಂದಿದ್ದಾನೆ.: [210, 1021, 352, 1074]
- column-divider: [204, 400, 205, 1148]
- banner-kicker: ಎಸ್ಸೆಸ್ಸೆಲ್ಸಿ ಫಲಿತಾಂಶ ಪ್ರಕಟ | ಕಳೆದ ಸಾಲಿಗಿಂತ ಈ ಬಾರಿ ಶೇಕಡಾವಾರು ಫಲಿತಾಂಶದಲ್ಲಿ ಹೆಚ್ಚಳ: [205, 398, 915, 425]
- box-body: ಎಲ್‌ಪಿಜಿ ಸಿಲಿಂಡರ್ ಬದಲಿಗೆ ಪೈಪ್ಡ್ ನ್ಯಾಚುರಲ್ ಗ್ಯಾಸ್ (ಪಿಎನ್‌ಜಿ) ಸಂಪರ್ಕ ಪಡೆದುಕೊಳ್ಳುವಂತೆ ಗ್ರಾಹಕರಿಗೆ ಸಲಹೆ ನೀಡಲಾಗಿದೆ. ಈಗಾಗಲೇ 3 ಲಕ್ಷ ಸಂಪರ್ಕಗಳಿವೆ. ಮುಂದಿನ ವರ್ಷ ಇದನ್ನು ಹೆಚ್ಚಿಸುವ ಗುರಿ ಇದೆ.: [638, 1226, 910, 1258]
- bulb-icon: [38, 408, 66, 436]
- box-headline: ಎಲ್‌ಪಿಜಿಯಿಂದ ಪಿಎನ್‌ಜಿಗೆ ವರ್ಗಾಯಿಸಿ: [638, 1210, 780, 1224]
- sub-body: ಬೀದರ್: ಅಂಧ ಪ್ರತಿಭಾವಂತ ವಿದ್ಯಾರ್ಥಿನಿಯೊಬ್ಬಳ ಪರೀಕ್ಷಾ ಮೌಲ್ಯಮಾಪನದಲ್ಲಿ ಲೋಪವಾಗಿದೆ ಎಂದು ಆರೋಪಿಸಲಾಗಿದೆ. ನಿರೀಕ್ಷಿತ ಅಂಕ ಬರದ ಹಿನ್ನೆಲೆಯಲ್ಲಿ ಮರುಮೌಲ್ಯಮಾಪನಕ್ಕೆ ಅರ್ಜಿ ಸಲ್ಲಿಸಲಾಗುವುದು ಎಂದು ಪೋಷಕರು ತಿಳಿಸಿದ್ದಾರೆ. ಈ ಬಗ್ಗೆ ಕ್ರಮ ಕೈಗೊಳ್ಳುವಂತೆ ಒತ್ತಾಯಿಸಿದ್ದಾರೆ.: [216, 798, 496, 830]
- quote-text: ಸುಖದೇವ್‌ 620 ಅಂಕದ ನಿರೀಕ್ಷೆಯಲ್ಲಿದ್ದ. ಆದರೆ 625 ಅಂಕ ಪಡೆದಿದ್ದು ಸಂತಸ ತಂದಿದೆ. ದಿನಕ್ಕೆ 3-4 ಗಂಟೆ ಓದುತ್ತಿದ್ದ, ಶಾಲಾ ಶಿಕ್ಷಕರ ಪ್ರೋತ್ಸಾಹ, ಅವನ ಶ್ರಮವೂ ಇದೆ.: [606, 553, 890, 574]
- story-fuel-supply: [482, 1156, 920, 1438]
- story-byline: ಬೆಂಗಳೂರು:: [488, 1206, 522, 1216]
- story-body-text: ಎಸ್‌ಎಸ್‌ಎಲ್‌ಸಿ ಪರೀಕ್ಷೆಯಲ್ಲಿ ಉಡುಪಿ ಜಿಲ್ಲೆ ಈ ಬಾರಿಯೂ ಉತ್ತಮ ಸಾಧನೆ ಮಾಡಿದ್ದು, ಶೇ.98.18 ಫಲಿತಾಂಶದೊಂದಿಗೆ ರಾಜ್ಯದಲ್ಲಿ ಪ್ರಥಮ ಸ್ಥಾನ ಪಡೆದಿದೆ. ಬಾಲಕಿಯರು ಮೇಲುಗೈ ಸಾಧಿಸಿದ್ದು, ಜಿಲ್ಲೆಯ ಹಲವು ಶಾಲೆಗಳು ಶೇ.100 ಫಲಿತಾಂಶ ದಾಖಲಿಸಿವೆ.: [514, 701, 650, 764]
- story-udupi-girls: [508, 666, 656, 982]
- story-content: [666, 707, 912, 847]
- story-body: [28, 972, 196, 1041]
- date-block: [58, 36, 132, 78]
- story-swimming-death: [358, 986, 572, 1148]
- kirusuddi-text: ಕಿರುಸುದ್ದಿ: [74, 410, 127, 431]
- sslc-banner: [205, 398, 915, 486]
- story-body-text: ರಾಜ್ಯಾದ್ಯಂತ ಪೆಟ್ರೋಲ್, ಡೀಸೆಲ್ ಹಾಗೂ ಎಲ್‌ಪಿಜಿ ಪೂರೈಕೆ ಸ್ಥಿರವಾಗಿದ್ದು, ಸಾರ್ವಜನಿಕರು ಸುಳ್ಳು ಸುದ್ದಿಗಳಿಂದ ಆತಂಕಕ್ಕೆ ಒಳಗಾಗಬಾರದು ಎಂದು ತೈಲ ಕಂಪನಿಗಳ ರಾಜ್ಯ ಸಂಯೋಜಕ ಸಿದ್ಧಾರ್ಥ್ ಅಗರವಾಲ್ ತಿಳಿಸಿದರು. ರಾಜ್ಯದಲ್ಲಿ 7,593 ಇಂಧನ ಕೇಂದ್ರಗಳಿದ್ದು, 2,964 ಎಚ್‌ಪಿ, 1,911 ಭಾರತ್ ಪೆಟ್ರೋಲಿಯಂ, 1,722 ಇಂಡಿಯನ್ ಆಯಿಲ್ ಕೇಂದ್ರಗಳಿವೆ.: [488, 1206, 629, 1292]
- right-col: [634, 1207, 914, 1293]
- story-body: [28, 501, 196, 582]
- story-kusuma: [206, 666, 506, 982]
- story-headline: ಆಂಬ್ಯುಲೆನ್ಸ್‌ನಲ್ಲಿ ಬಂದು ಪರೀಕ್ಷೆ ಬರೆದಿದ್ದ ಕುಸುಮಾ ಪ್ರಥಮ ದರ್ಜೆಯಲ್ಲಿ ತೇರ್ಗಡೆ: [212, 671, 478, 705]
- parande-quote: [171, 1297, 319, 1356]
- trafficking-box: [325, 1207, 468, 1356]
- story-gum-tape: [22, 710, 202, 945]
- section-divider: [20, 1152, 925, 1153]
- kumbhabhisheka-photo-block: [286, 92, 662, 392]
- column-divider: [478, 1158, 479, 1438]
- photo-caption: ಸುದ್ದಿಗೋಷ್ಠಿಯಲ್ಲಿ ಶಿಕ್ಷಣ ಸಚಿವ ಮಧು ಬಂಗಾರಪ್ಪ ಗುರುವಾರ ಎಸ್ಸೆಸ್ಸೆಲ್ಸಿ ಫಲಿತಾಂಶ ಪ್ರಕಟಗೊಳಿಸಿದರು.: [320, 630, 541, 651]
- box-body: ರಾಜ್ಯದಲ್ಲಿ ಕಳೆದ 10 ವರ್ಷಗಳಲ್ಲಿ ನಾಪತ್ತೆಯಾದ ಮಹಿಳೆಯರ ಪ್ರಕರಣಗಳ ಕುರಿತು ತನಿಖೆ ನಡೆಸಬೇಕು. ಆ್ಯಂಟಿ ಹ್ಯೂಮನ್ ಟ್ರಾಫಿಕಿಂಗ್ ಘಟಕ ರಚಿಸಿ ಕಟ್ಟುನಿಟ್ಟಿನ ಕ್ರಮ ಕೈಗೊಳ್ಳಬೇಕು.: [328, 1238, 464, 1280]
